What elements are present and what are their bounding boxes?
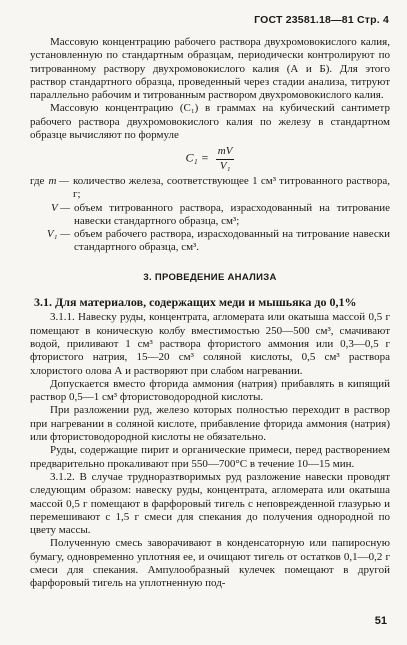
section-title: 3. ПРОВЕДЕНИЕ АНАЛИЗА [143, 271, 277, 283]
paragraph: Допускается вместо фторида аммония (натрия) прибавлять в кипящий раствор 0,5—1 см³ фтористоводородной кислоты. [30, 377, 390, 404]
paragraph: 3.1.2. В случае трудноразтворимых руд разложение навески проводят следующим образом: навеску руды, концентрата, агломерата или окатыша массой 0,5 г помещают в фарфоровый тигель с неповрежденной глазурью и перемешивают с 1,5 г смеси для спекания до получения однородной по цвету массы. [30, 470, 390, 537]
paragraph: Массовую концентрацию рабочего раствора двухромовокислого калия, установленную по стандартным образцам, периодически контролируют по титрованному раствору двухромовокислого калия (А и Б). Для этого раствор стандартного образца, проведенный через стадии анализа, титруют параллельно рабочим и титрованным раствором двухромовокислого калия. [30, 36, 390, 102]
page-number: 51 [374, 615, 387, 627]
definition-row [30, 175, 390, 202]
paragraph: При разложении руд, железо которых полностью переходит в раствор при нагревании в соляной кислоте, прибавление фторида аммония (натрия) или фтористоводородной кислоты не обязательно. [30, 404, 390, 444]
definition-row [30, 202, 390, 229]
definition-symbol: V — [50, 201, 70, 214]
paragraph: Полученную смесь заворачивают в конденсаторную или папиросную бумагу, одновременно уплотняя ее, и очищают тигель от остатков 0,1—0,2 г смеси для спекания. Ампулообразный кулечек помещают в другой фарфоровый тигель на уплотненную под- [30, 537, 390, 590]
definition-symbol: m — [48, 174, 69, 187]
subsection-heading: 3.1. Для материалов, содержащих меди и мышьяка до 0,1% [34, 295, 357, 310]
paragraph: Массовую концентрацию (C₁) в граммах на кубический сантиметр рабочего раствора двухромовокислого калия по железу в стандартном образце вычисляют по формуле [30, 102, 390, 142]
definition-text: объем рабочего раствора, израсходованный на титрование навески стандартного образца, см³. [74, 228, 390, 254]
document-body [30, 36, 390, 591]
where-label: где [30, 174, 45, 187]
formula-denominator: V₁ [219, 159, 231, 172]
formula-lhs: C₁ = [185, 150, 209, 165]
definition-symbol: V₁ — [46, 228, 70, 241]
formula [30, 145, 390, 173]
definition-text: количество железа, соответствующее 1 см³ титрованного раствора, г; [72, 174, 390, 201]
definition-row [30, 228, 390, 255]
definitions [30, 175, 390, 255]
definition-text: объем титрованного раствора, израсходованный на титрование навески стандартного образца, см³; [74, 201, 390, 227]
page-header: ГОСТ 23581.18—81 Стр. 4 [254, 14, 389, 26]
paragraph: Руды, содержащие пирит и органические примеси, перед растворением предварительно прокаливают при 550—700°С в течение 10—15 мин. [30, 444, 390, 470]
formula-fraction [216, 145, 235, 173]
formula-numerator: mV [216, 145, 235, 159]
paragraph: 3.1.1. Навеску руды, концентрата, агломерата или окатыша массой 0,5 г помещают в коническую колбу вместимостью 250—500 см³, смачивают водой, приливают 1 см³ раствора фтористого аммония или 0,3—0,5 г фтористого натрия, 15—20 см³ соляной кислоты, 0,5 см³ раствора хлористого олова А и растворяют при слабом нагревании. [30, 311, 390, 377]
